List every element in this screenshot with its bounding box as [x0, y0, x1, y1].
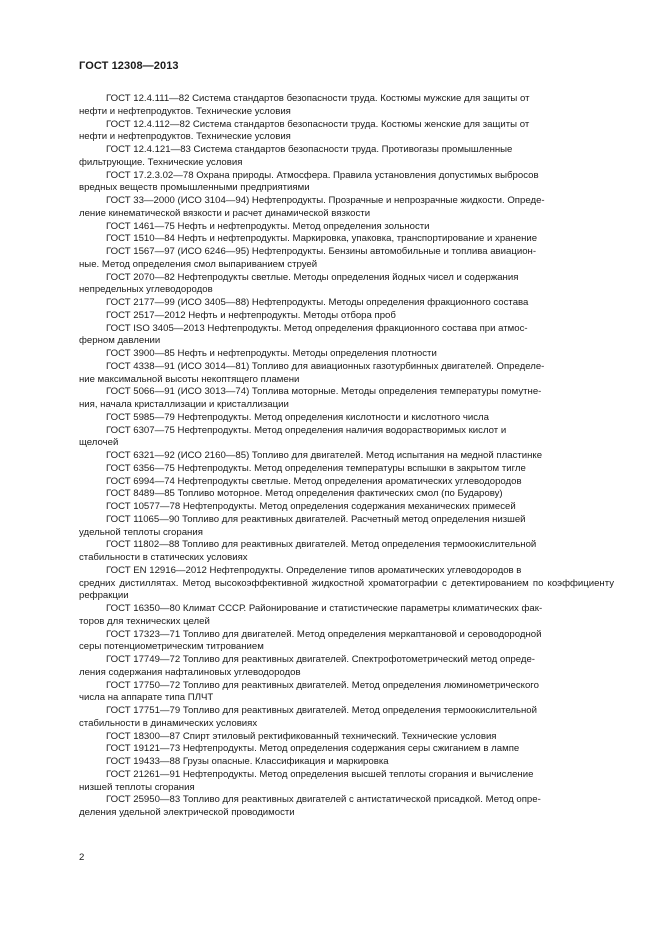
reference-line: нефти и нефтепродуктов. Технические условия: [79, 131, 291, 143]
reference-entry: [79, 144, 614, 170]
reference-line: щелочей: [79, 437, 119, 449]
reference-line: ГОСТ 3900—85 Нефть и нефтепродукты. Методы определения плотности: [106, 348, 437, 359]
reference-line: ГОСТ 12.4.112—82 Система стандартов безопасности труда. Костюмы женские для защиты от: [106, 118, 530, 130]
reference-entry: [79, 514, 614, 540]
reference-entry: [79, 450, 614, 463]
reference-line: фильтрующие. Технические условия: [79, 156, 243, 168]
reference-line: ГОСТ 6994—74 Нефтепродукты светлые. Метод определения ароматических углеводородов: [106, 475, 522, 487]
reference-line: ГОСТ 2177—99 (ИСО 3405—88) Нефтепродукты. Методы определения фракционного состава: [106, 297, 529, 308]
reference-line: ГОСТ 1567—97 (ИСО 6246—95) Нефтепродукты. Бензины автомобильные и топлива авиацион-: [106, 246, 537, 257]
references-list: [79, 93, 614, 820]
reference-line: ГОСТ 17749—72 Топливо для реактивных двигателей. Спектрофотометрический метод опреде-: [106, 654, 536, 665]
reference-entry: [79, 565, 614, 603]
reference-line: непредельных углеводородов: [79, 284, 213, 296]
reference-entry: [79, 246, 614, 272]
reference-entry: [79, 361, 614, 387]
reference-line: числа на аппарате типа ПЛЧТ: [79, 692, 214, 704]
reference-line: торов для технических целей: [79, 615, 210, 627]
reference-entry: [79, 654, 614, 680]
reference-entry: [79, 348, 614, 361]
reference-line: ление кинематической вязкости и расчет динамической вязкости: [79, 207, 371, 219]
reference-line: вредных веществ промышленными предприятиями: [79, 182, 310, 194]
reference-entry: [79, 794, 614, 820]
page-header-title: ГОСТ 12308—2013: [79, 60, 179, 72]
reference-entry: [79, 272, 614, 298]
reference-entry: [79, 501, 614, 514]
reference-line: ления содержания нафталиновых углеводородов: [79, 666, 301, 678]
reference-line: ГОСТ 17751—79 Топливо для реактивных двигателей. Метод определения термоокислительной: [106, 705, 537, 716]
reference-entry: [79, 463, 614, 476]
reference-entry: [79, 221, 614, 234]
reference-entry: [79, 233, 614, 246]
reference-line: ГОСТ 17750—72 Топливо для реактивных двигателей. Метод определения люминометрического: [106, 679, 539, 691]
reference-line: ные. Метод определения смол выпариванием струей: [79, 258, 318, 270]
page-number: 2: [79, 852, 85, 863]
reference-entry: [79, 476, 614, 489]
reference-line: ГОСТ 2070—82 Нефтепродукты светлые. Методы определения йодных чисел и содержания: [106, 271, 519, 283]
reference-entry: [79, 756, 614, 769]
reference-line: ГОСТ 11802—88 Топливо для реактивных двигателей. Метод определения термоокислительной: [106, 539, 537, 551]
reference-entry: [79, 119, 614, 145]
reference-line: ГОСТ 21261—91 Нефтепродукты. Метод определения высшей теплоты сгорания и вычисление: [106, 768, 534, 780]
reference-line: ГОСТ 5985—79 Нефтепродукты. Метод определения кислотности и кислотного числа: [106, 411, 489, 423]
reference-line: ГОСТ 17.2.3.02—78 Охрана природы. Атмосфера. Правила установления допустимых выбросов: [106, 169, 539, 181]
reference-line: ГОСТ 18300—87 Спирт этиловый ректификованный технический. Технические условия: [106, 730, 497, 742]
reference-line: ГОСТ 17323—71 Топливо для двигателей. Метод определения меркаптановой и сероводородной: [106, 628, 542, 640]
reference-line: ГОСТ 12.4.121—83 Система стандартов безопасности труда. Противогазы промышленные: [106, 144, 513, 155]
reference-line: ферном давлении: [79, 335, 161, 347]
reference-entry: [79, 93, 614, 119]
reference-entry: [79, 769, 614, 795]
reference-line: деления удельной электрической проводимости: [79, 807, 295, 818]
reference-entry: [79, 680, 614, 706]
reference-entry: [79, 603, 614, 629]
reference-entry: [79, 412, 614, 425]
reference-line: коэффициенту рефракции: [79, 577, 614, 602]
reference-entry: [79, 743, 614, 756]
reference-entry: [79, 297, 614, 310]
reference-line: ГОСТ 16350—80 Климат СССР. Районирование и статистические параметры климатических фак-: [106, 603, 543, 614]
reference-line: серы потенциометрическим титрованием: [79, 641, 264, 653]
reference-line: ГОСТ ISO 3405—2013 Нефтепродукты. Метод определения фракционного состава при атмос-: [106, 322, 528, 334]
reference-line: нефти и нефтепродуктов. Технические условия: [79, 105, 291, 117]
reference-line: ГОСТ 6307—75 Нефтепродукты. Метод определения наличия водорастворимых кислот и: [106, 424, 507, 436]
reference-line: стабильности в динамических условиях: [79, 717, 258, 729]
reference-line: ГОСТ 6356—75 Нефтепродукты. Метод определения температуры вспышки в закрытом тигле: [106, 462, 526, 474]
reference-line: ГОСТ 5066—91 (ИСО 3013—74) Топлива моторные. Методы определения температуры помутне-: [106, 386, 542, 398]
reference-line: ГОСТ EN 12916—2012 Нефтепродукты. Определение типов ароматических углеводородов в: [106, 564, 522, 576]
reference-entry: [79, 705, 614, 731]
reference-line: ГОСТ 19433—88 Грузы опасные. Классификация и маркировка: [106, 756, 389, 767]
reference-line: ГОСТ 4338—91 (ИСО 3014—81) Топливо для авиационных газотурбинных двигателей. Определе-: [106, 360, 545, 372]
reference-line: ГОСТ 19121—73 Нефтепродукты. Метод определения содержания серы сжиганием в лампе: [106, 743, 520, 755]
reference-line: ГОСТ 1510—84 Нефть и нефтепродукты. Маркировка, упаковка, транспортирование и хранение: [106, 233, 538, 245]
reference-line: ГОСТ 8489—85 Топливо моторное. Метод определения фактических смол (по Бударову): [106, 488, 503, 500]
reference-entry: [79, 731, 614, 744]
reference-line: ГОСТ 11065—90 Топливо для реактивных двигателей. Расчетный метод определения низшей: [106, 513, 526, 525]
reference-entry: [79, 425, 614, 451]
reference-entry: [79, 629, 614, 655]
reference-line: ГОСТ 2517—2012 Нефть и нефтепродукты. Методы отбора проб: [106, 309, 396, 321]
reference-entry: [79, 323, 614, 349]
reference-entry: [79, 195, 614, 221]
reference-line: ГОСТ 12.4.111—82 Система стандартов безопасности труда. Костюмы мужские для защиты от: [106, 93, 530, 104]
reference-line: низшей теплоты сгорания: [79, 781, 195, 793]
reference-entry: [79, 386, 614, 412]
reference-line: стабильности в статических условиях: [79, 552, 248, 563]
reference-line: средних дистиллятах. Метод высокоэффективной жидкостной хроматографии с детектированием по: [79, 577, 544, 589]
reference-line: ГОСТ 1461—75 Нефть и нефтепродукты. Метод определения зольности: [106, 220, 430, 232]
reference-line: ГОСТ 33—2000 (ИСО 3104—94) Нефтепродукты. Прозрачные и непрозрачные жидкости. Опреде-: [106, 195, 545, 206]
reference-line: ния, начала кристаллизации и кристаллизации: [79, 399, 289, 410]
reference-entry: [79, 539, 614, 565]
reference-line: ГОСТ 10577—78 Нефтепродукты. Метод определения содержания механических примесей: [106, 501, 516, 512]
reference-line: удельной теплоты сгорания: [79, 526, 203, 538]
reference-entry: [79, 170, 614, 196]
reference-line: ние максимальной высоты некоптящего пламени: [79, 373, 300, 385]
reference-line: ГОСТ 25950—83 Топливо для реактивных двигателей с антистатической присадкой. Метод опре-: [106, 794, 541, 806]
reference-entry: [79, 310, 614, 323]
reference-line: ГОСТ 6321—92 (ИСО 2160—85) Топливо для двигателей. Метод испытания на медной пластинке: [106, 450, 543, 461]
reference-entry: [79, 488, 614, 501]
